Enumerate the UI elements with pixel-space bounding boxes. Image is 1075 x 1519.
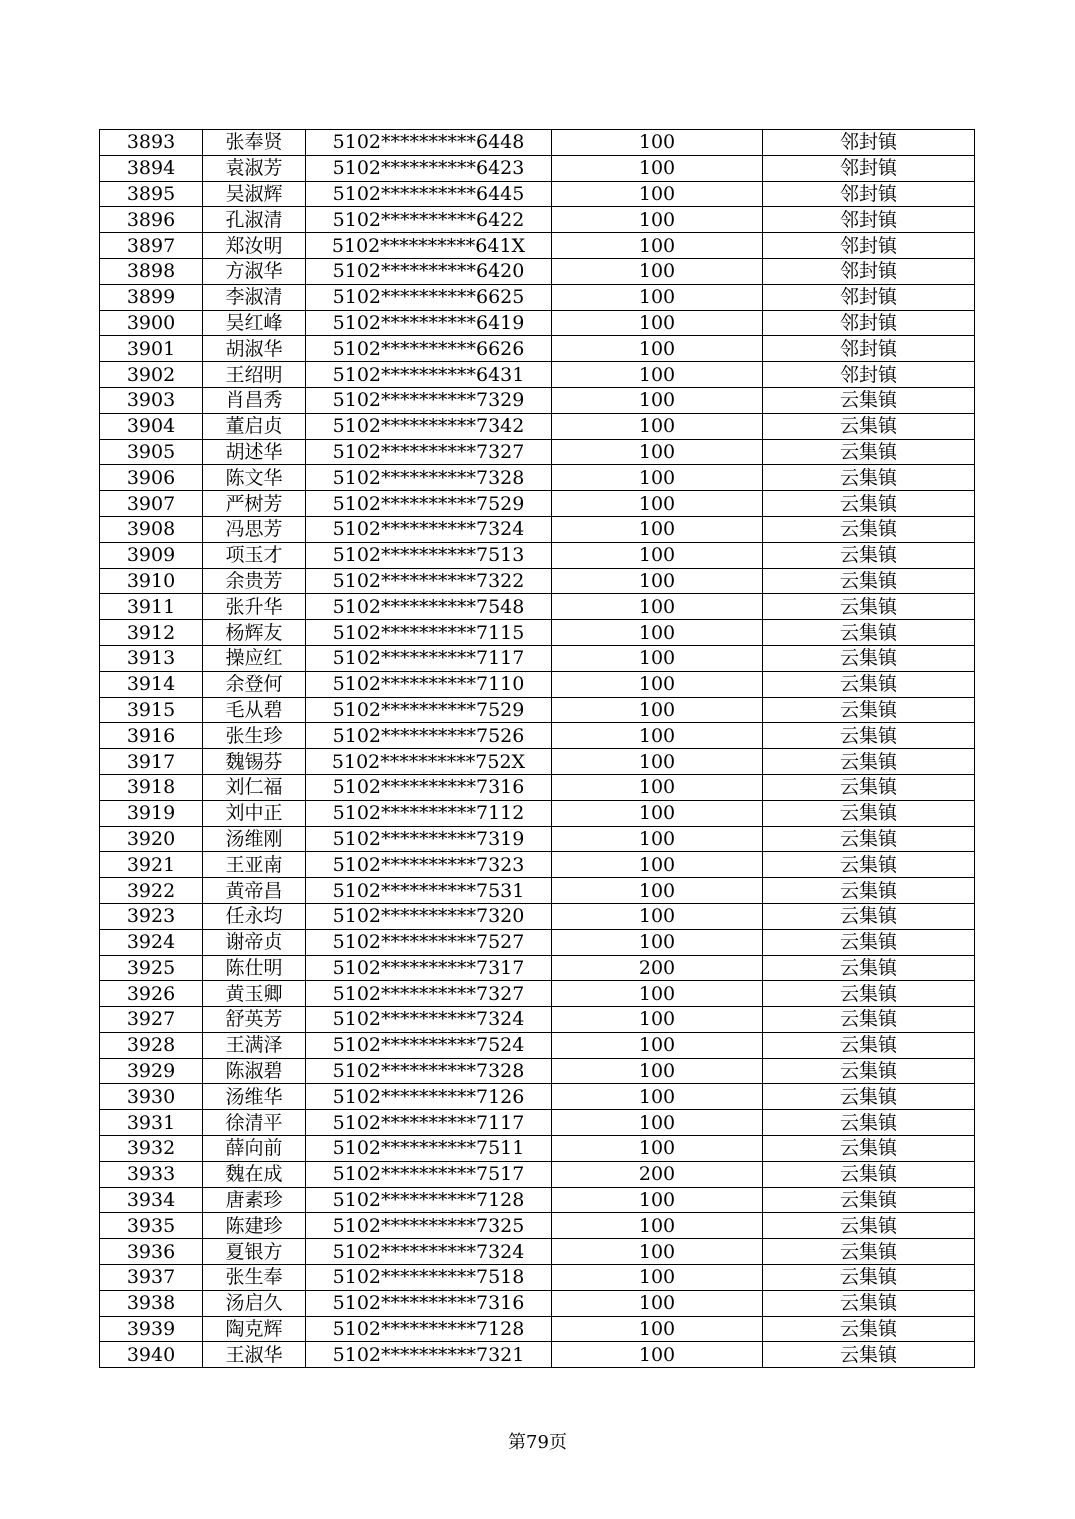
amount-cell: 100 bbox=[552, 1290, 763, 1316]
table-row bbox=[100, 1007, 975, 1033]
row-number-cell: 3926 bbox=[100, 981, 203, 1007]
id-number-cell: 5102**********7110 bbox=[306, 671, 552, 697]
table-row bbox=[100, 413, 975, 439]
id-number-cell: 5102**********7128 bbox=[306, 1187, 552, 1213]
id-number-cell: 5102**********6431 bbox=[306, 362, 552, 388]
id-number-cell: 5102**********7531 bbox=[306, 878, 552, 904]
amount-cell: 100 bbox=[552, 542, 763, 568]
name-cell: 刘仁福 bbox=[203, 774, 306, 800]
table-row bbox=[100, 1316, 975, 1342]
township-cell: 云集镇 bbox=[763, 903, 975, 929]
amount-cell: 100 bbox=[552, 465, 763, 491]
row-number-cell: 3902 bbox=[100, 362, 203, 388]
amount-cell: 100 bbox=[552, 568, 763, 594]
table-row bbox=[100, 955, 975, 981]
table-row bbox=[100, 697, 975, 723]
name-cell: 孔淑清 bbox=[203, 207, 306, 233]
id-number-cell: 5102**********7126 bbox=[306, 1084, 552, 1110]
id-number-cell: 5102**********7342 bbox=[306, 413, 552, 439]
name-cell: 吴红峰 bbox=[203, 310, 306, 336]
roster-table-body bbox=[100, 130, 975, 1368]
table-row bbox=[100, 1342, 975, 1368]
table-row bbox=[100, 1161, 975, 1187]
page-number: 第79页 bbox=[508, 1432, 567, 1453]
table-row bbox=[100, 929, 975, 955]
township-cell: 云集镇 bbox=[763, 620, 975, 646]
township-cell: 云集镇 bbox=[763, 568, 975, 594]
table-row bbox=[100, 1187, 975, 1213]
row-number-cell: 3929 bbox=[100, 1058, 203, 1084]
township-cell: 云集镇 bbox=[763, 1161, 975, 1187]
amount-cell: 100 bbox=[552, 723, 763, 749]
id-number-cell: 5102**********7527 bbox=[306, 929, 552, 955]
row-number-cell: 3894 bbox=[100, 155, 203, 181]
name-cell: 王满泽 bbox=[203, 1032, 306, 1058]
township-cell: 邻封镇 bbox=[763, 155, 975, 181]
township-cell: 云集镇 bbox=[763, 594, 975, 620]
table-row bbox=[100, 491, 975, 517]
township-cell: 邻封镇 bbox=[763, 233, 975, 259]
table-row bbox=[100, 568, 975, 594]
table-row bbox=[100, 1136, 975, 1162]
id-number-cell: 5102**********7324 bbox=[306, 516, 552, 542]
amount-cell: 100 bbox=[552, 362, 763, 388]
township-cell: 云集镇 bbox=[763, 671, 975, 697]
name-cell: 舒英芳 bbox=[203, 1007, 306, 1033]
name-cell: 夏银方 bbox=[203, 1239, 306, 1265]
table-row bbox=[100, 645, 975, 671]
table-row bbox=[100, 1058, 975, 1084]
row-number-cell: 3928 bbox=[100, 1032, 203, 1058]
amount-cell: 100 bbox=[552, 155, 763, 181]
name-cell: 陶克辉 bbox=[203, 1316, 306, 1342]
id-number-cell: 5102**********641X bbox=[306, 233, 552, 259]
township-cell: 云集镇 bbox=[763, 981, 975, 1007]
row-number-cell: 3914 bbox=[100, 671, 203, 697]
amount-cell: 100 bbox=[552, 258, 763, 284]
amount-cell: 100 bbox=[552, 413, 763, 439]
id-number-cell: 5102**********7529 bbox=[306, 697, 552, 723]
township-cell: 邻封镇 bbox=[763, 284, 975, 310]
table-row bbox=[100, 207, 975, 233]
row-number-cell: 3911 bbox=[100, 594, 203, 620]
amount-cell: 100 bbox=[552, 1316, 763, 1342]
row-number-cell: 3922 bbox=[100, 878, 203, 904]
table-row bbox=[100, 749, 975, 775]
amount-cell: 100 bbox=[552, 981, 763, 1007]
table-row bbox=[100, 723, 975, 749]
amount-cell: 100 bbox=[552, 697, 763, 723]
name-cell: 汤维刚 bbox=[203, 826, 306, 852]
township-cell: 云集镇 bbox=[763, 1290, 975, 1316]
township-cell: 云集镇 bbox=[763, 1187, 975, 1213]
name-cell: 严树芳 bbox=[203, 491, 306, 517]
amount-cell: 100 bbox=[552, 310, 763, 336]
name-cell: 董启贞 bbox=[203, 413, 306, 439]
id-number-cell: 5102**********7316 bbox=[306, 1290, 552, 1316]
township-cell: 云集镇 bbox=[763, 800, 975, 826]
amount-cell: 100 bbox=[552, 516, 763, 542]
township-cell: 云集镇 bbox=[763, 387, 975, 413]
id-number-cell: 5102**********7323 bbox=[306, 852, 552, 878]
id-number-cell: 5102**********7327 bbox=[306, 981, 552, 1007]
row-number-cell: 3895 bbox=[100, 181, 203, 207]
id-number-cell: 5102**********6419 bbox=[306, 310, 552, 336]
amount-cell: 100 bbox=[552, 1058, 763, 1084]
name-cell: 黄玉卿 bbox=[203, 981, 306, 1007]
township-cell: 云集镇 bbox=[763, 749, 975, 775]
table-row bbox=[100, 852, 975, 878]
name-cell: 陈淑碧 bbox=[203, 1058, 306, 1084]
table-row bbox=[100, 1084, 975, 1110]
table-row bbox=[100, 310, 975, 336]
row-number-cell: 3897 bbox=[100, 233, 203, 259]
row-number-cell: 3907 bbox=[100, 491, 203, 517]
row-number-cell: 3931 bbox=[100, 1110, 203, 1136]
name-cell: 汤维华 bbox=[203, 1084, 306, 1110]
table-row bbox=[100, 826, 975, 852]
row-number-cell: 3927 bbox=[100, 1007, 203, 1033]
table-row bbox=[100, 1265, 975, 1291]
table-row bbox=[100, 516, 975, 542]
amount-cell: 100 bbox=[552, 336, 763, 362]
township-cell: 云集镇 bbox=[763, 697, 975, 723]
id-number-cell: 5102**********7322 bbox=[306, 568, 552, 594]
id-number-cell: 5102**********7513 bbox=[306, 542, 552, 568]
name-cell: 李淑清 bbox=[203, 284, 306, 310]
township-cell: 邻封镇 bbox=[763, 362, 975, 388]
table-row bbox=[100, 181, 975, 207]
township-cell: 云集镇 bbox=[763, 1007, 975, 1033]
table-row bbox=[100, 465, 975, 491]
row-number-cell: 3915 bbox=[100, 697, 203, 723]
name-cell: 黄帝昌 bbox=[203, 878, 306, 904]
id-number-cell: 5102**********7325 bbox=[306, 1213, 552, 1239]
row-number-cell: 3904 bbox=[100, 413, 203, 439]
id-number-cell: 5102**********7319 bbox=[306, 826, 552, 852]
row-number-cell: 3940 bbox=[100, 1342, 203, 1368]
id-number-cell: 5102**********7526 bbox=[306, 723, 552, 749]
amount-cell: 100 bbox=[552, 439, 763, 465]
id-number-cell: 5102**********7321 bbox=[306, 1342, 552, 1368]
row-number-cell: 3905 bbox=[100, 439, 203, 465]
amount-cell: 100 bbox=[552, 800, 763, 826]
row-number-cell: 3903 bbox=[100, 387, 203, 413]
amount-cell: 100 bbox=[552, 1342, 763, 1368]
amount-cell: 100 bbox=[552, 774, 763, 800]
name-cell: 魏锡芬 bbox=[203, 749, 306, 775]
township-cell: 云集镇 bbox=[763, 878, 975, 904]
name-cell: 吴淑辉 bbox=[203, 181, 306, 207]
township-cell: 云集镇 bbox=[763, 723, 975, 749]
id-number-cell: 5102**********7128 bbox=[306, 1316, 552, 1342]
id-number-cell: 5102**********7328 bbox=[306, 465, 552, 491]
township-cell: 云集镇 bbox=[763, 1342, 975, 1368]
row-number-cell: 3893 bbox=[100, 130, 203, 156]
amount-cell: 100 bbox=[552, 594, 763, 620]
township-cell: 云集镇 bbox=[763, 1213, 975, 1239]
township-cell: 邻封镇 bbox=[763, 310, 975, 336]
id-number-cell: 5102**********752X bbox=[306, 749, 552, 775]
township-cell: 邻封镇 bbox=[763, 336, 975, 362]
name-cell: 胡述华 bbox=[203, 439, 306, 465]
row-number-cell: 3906 bbox=[100, 465, 203, 491]
township-cell: 邻封镇 bbox=[763, 130, 975, 156]
table-row bbox=[100, 362, 975, 388]
name-cell: 陈建珍 bbox=[203, 1213, 306, 1239]
name-cell: 陈仕明 bbox=[203, 955, 306, 981]
amount-cell: 100 bbox=[552, 878, 763, 904]
id-number-cell: 5102**********6626 bbox=[306, 336, 552, 362]
amount-cell: 100 bbox=[552, 671, 763, 697]
amount-cell: 100 bbox=[552, 233, 763, 259]
amount-cell: 100 bbox=[552, 903, 763, 929]
row-number-cell: 3917 bbox=[100, 749, 203, 775]
name-cell: 陈文华 bbox=[203, 465, 306, 491]
township-cell: 邻封镇 bbox=[763, 181, 975, 207]
amount-cell: 200 bbox=[552, 1161, 763, 1187]
table-row bbox=[100, 336, 975, 362]
amount-cell: 100 bbox=[552, 1136, 763, 1162]
row-number-cell: 3933 bbox=[100, 1161, 203, 1187]
row-number-cell: 3939 bbox=[100, 1316, 203, 1342]
amount-cell: 100 bbox=[552, 1265, 763, 1291]
id-number-cell: 5102**********6423 bbox=[306, 155, 552, 181]
row-number-cell: 3924 bbox=[100, 929, 203, 955]
roster-table bbox=[99, 129, 975, 1368]
row-number-cell: 3932 bbox=[100, 1136, 203, 1162]
id-number-cell: 5102**********7324 bbox=[306, 1239, 552, 1265]
township-cell: 云集镇 bbox=[763, 1136, 975, 1162]
name-cell: 项玉才 bbox=[203, 542, 306, 568]
table-row bbox=[100, 284, 975, 310]
row-number-cell: 3937 bbox=[100, 1265, 203, 1291]
id-number-cell: 5102**********6445 bbox=[306, 181, 552, 207]
township-cell: 邻封镇 bbox=[763, 258, 975, 284]
row-number-cell: 3916 bbox=[100, 723, 203, 749]
table-row bbox=[100, 981, 975, 1007]
township-cell: 云集镇 bbox=[763, 645, 975, 671]
table-row bbox=[100, 774, 975, 800]
table-row bbox=[100, 671, 975, 697]
name-cell: 张生奉 bbox=[203, 1265, 306, 1291]
amount-cell: 100 bbox=[552, 1007, 763, 1033]
name-cell: 余贵芳 bbox=[203, 568, 306, 594]
row-number-cell: 3918 bbox=[100, 774, 203, 800]
amount-cell: 100 bbox=[552, 929, 763, 955]
township-cell: 云集镇 bbox=[763, 929, 975, 955]
name-cell: 王绍明 bbox=[203, 362, 306, 388]
township-cell: 云集镇 bbox=[763, 1084, 975, 1110]
name-cell: 刘中正 bbox=[203, 800, 306, 826]
table-row bbox=[100, 542, 975, 568]
name-cell: 杨辉友 bbox=[203, 620, 306, 646]
table-row bbox=[100, 155, 975, 181]
amount-cell: 100 bbox=[552, 1187, 763, 1213]
row-number-cell: 3912 bbox=[100, 620, 203, 646]
table-row bbox=[100, 439, 975, 465]
amount-cell: 100 bbox=[552, 1084, 763, 1110]
id-number-cell: 5102**********7316 bbox=[306, 774, 552, 800]
row-number-cell: 3930 bbox=[100, 1084, 203, 1110]
row-number-cell: 3921 bbox=[100, 852, 203, 878]
id-number-cell: 5102**********7524 bbox=[306, 1032, 552, 1058]
id-number-cell: 5102**********7511 bbox=[306, 1136, 552, 1162]
township-cell: 云集镇 bbox=[763, 465, 975, 491]
id-number-cell: 5102**********6625 bbox=[306, 284, 552, 310]
township-cell: 云集镇 bbox=[763, 1110, 975, 1136]
name-cell: 王淑华 bbox=[203, 1342, 306, 1368]
row-number-cell: 3913 bbox=[100, 645, 203, 671]
id-number-cell: 5102**********7324 bbox=[306, 1007, 552, 1033]
amount-cell: 100 bbox=[552, 207, 763, 233]
name-cell: 胡淑华 bbox=[203, 336, 306, 362]
id-number-cell: 5102**********7117 bbox=[306, 1110, 552, 1136]
table-row bbox=[100, 620, 975, 646]
row-number-cell: 3938 bbox=[100, 1290, 203, 1316]
table-row bbox=[100, 800, 975, 826]
id-number-cell: 5102**********7117 bbox=[306, 645, 552, 671]
table-row bbox=[100, 1239, 975, 1265]
row-number-cell: 3920 bbox=[100, 826, 203, 852]
name-cell: 汤启久 bbox=[203, 1290, 306, 1316]
table-row bbox=[100, 130, 975, 156]
table-row bbox=[100, 1290, 975, 1316]
name-cell: 薛向前 bbox=[203, 1136, 306, 1162]
table-row bbox=[100, 1213, 975, 1239]
name-cell: 操应红 bbox=[203, 645, 306, 671]
row-number-cell: 3934 bbox=[100, 1187, 203, 1213]
amount-cell: 100 bbox=[552, 852, 763, 878]
name-cell: 张生珍 bbox=[203, 723, 306, 749]
name-cell: 谢帝贞 bbox=[203, 929, 306, 955]
amount-cell: 100 bbox=[552, 181, 763, 207]
id-number-cell: 5102**********7112 bbox=[306, 800, 552, 826]
id-number-cell: 5102**********6422 bbox=[306, 207, 552, 233]
amount-cell: 100 bbox=[552, 1213, 763, 1239]
township-cell: 云集镇 bbox=[763, 852, 975, 878]
id-number-cell: 5102**********7327 bbox=[306, 439, 552, 465]
table-row bbox=[100, 258, 975, 284]
table-row bbox=[100, 594, 975, 620]
township-cell: 云集镇 bbox=[763, 774, 975, 800]
amount-cell: 100 bbox=[552, 284, 763, 310]
township-cell: 云集镇 bbox=[763, 1032, 975, 1058]
name-cell: 唐素珍 bbox=[203, 1187, 306, 1213]
name-cell: 张升华 bbox=[203, 594, 306, 620]
name-cell: 袁淑芳 bbox=[203, 155, 306, 181]
id-number-cell: 5102**********6420 bbox=[306, 258, 552, 284]
township-cell: 云集镇 bbox=[763, 1239, 975, 1265]
id-number-cell: 5102**********7328 bbox=[306, 1058, 552, 1084]
id-number-cell: 5102**********6448 bbox=[306, 130, 552, 156]
table-row bbox=[100, 387, 975, 413]
id-number-cell: 5102**********7529 bbox=[306, 491, 552, 517]
amount-cell: 100 bbox=[552, 826, 763, 852]
row-number-cell: 3908 bbox=[100, 516, 203, 542]
row-number-cell: 3910 bbox=[100, 568, 203, 594]
row-number-cell: 3900 bbox=[100, 310, 203, 336]
table-row bbox=[100, 878, 975, 904]
township-cell: 云集镇 bbox=[763, 491, 975, 517]
name-cell: 任永均 bbox=[203, 903, 306, 929]
amount-cell: 100 bbox=[552, 1110, 763, 1136]
row-number-cell: 3901 bbox=[100, 336, 203, 362]
row-number-cell: 3896 bbox=[100, 207, 203, 233]
name-cell: 王亚南 bbox=[203, 852, 306, 878]
name-cell: 徐清平 bbox=[203, 1110, 306, 1136]
township-cell: 云集镇 bbox=[763, 542, 975, 568]
name-cell: 冯思芳 bbox=[203, 516, 306, 542]
township-cell: 云集镇 bbox=[763, 1316, 975, 1342]
name-cell: 魏在成 bbox=[203, 1161, 306, 1187]
row-number-cell: 3909 bbox=[100, 542, 203, 568]
row-number-cell: 3919 bbox=[100, 800, 203, 826]
township-cell: 云集镇 bbox=[763, 826, 975, 852]
name-cell: 毛从碧 bbox=[203, 697, 306, 723]
amount-cell: 100 bbox=[552, 1032, 763, 1058]
id-number-cell: 5102**********7320 bbox=[306, 903, 552, 929]
township-cell: 云集镇 bbox=[763, 1265, 975, 1291]
amount-cell: 100 bbox=[552, 491, 763, 517]
table-row bbox=[100, 1032, 975, 1058]
township-cell: 云集镇 bbox=[763, 955, 975, 981]
id-number-cell: 5102**********7518 bbox=[306, 1265, 552, 1291]
row-number-cell: 3923 bbox=[100, 903, 203, 929]
id-number-cell: 5102**********7517 bbox=[306, 1161, 552, 1187]
name-cell: 张奉贤 bbox=[203, 130, 306, 156]
table-row bbox=[100, 1110, 975, 1136]
township-cell: 云集镇 bbox=[763, 1058, 975, 1084]
name-cell: 方淑华 bbox=[203, 258, 306, 284]
amount-cell: 100 bbox=[552, 620, 763, 646]
township-cell: 邻封镇 bbox=[763, 207, 975, 233]
amount-cell: 100 bbox=[552, 130, 763, 156]
amount-cell: 100 bbox=[552, 1239, 763, 1265]
id-number-cell: 5102**********7329 bbox=[306, 387, 552, 413]
row-number-cell: 3899 bbox=[100, 284, 203, 310]
row-number-cell: 3925 bbox=[100, 955, 203, 981]
id-number-cell: 5102**********7317 bbox=[306, 955, 552, 981]
amount-cell: 100 bbox=[552, 387, 763, 413]
amount-cell: 200 bbox=[552, 955, 763, 981]
township-cell: 云集镇 bbox=[763, 413, 975, 439]
name-cell: 郑汝明 bbox=[203, 233, 306, 259]
amount-cell: 100 bbox=[552, 749, 763, 775]
id-number-cell: 5102**********7115 bbox=[306, 620, 552, 646]
row-number-cell: 3898 bbox=[100, 258, 203, 284]
row-number-cell: 3936 bbox=[100, 1239, 203, 1265]
township-cell: 云集镇 bbox=[763, 439, 975, 465]
amount-cell: 100 bbox=[552, 645, 763, 671]
name-cell: 余登何 bbox=[203, 671, 306, 697]
id-number-cell: 5102**********7548 bbox=[306, 594, 552, 620]
name-cell: 肖昌秀 bbox=[203, 387, 306, 413]
table-row bbox=[100, 903, 975, 929]
table-row bbox=[100, 233, 975, 259]
row-number-cell: 3935 bbox=[100, 1213, 203, 1239]
township-cell: 云集镇 bbox=[763, 516, 975, 542]
